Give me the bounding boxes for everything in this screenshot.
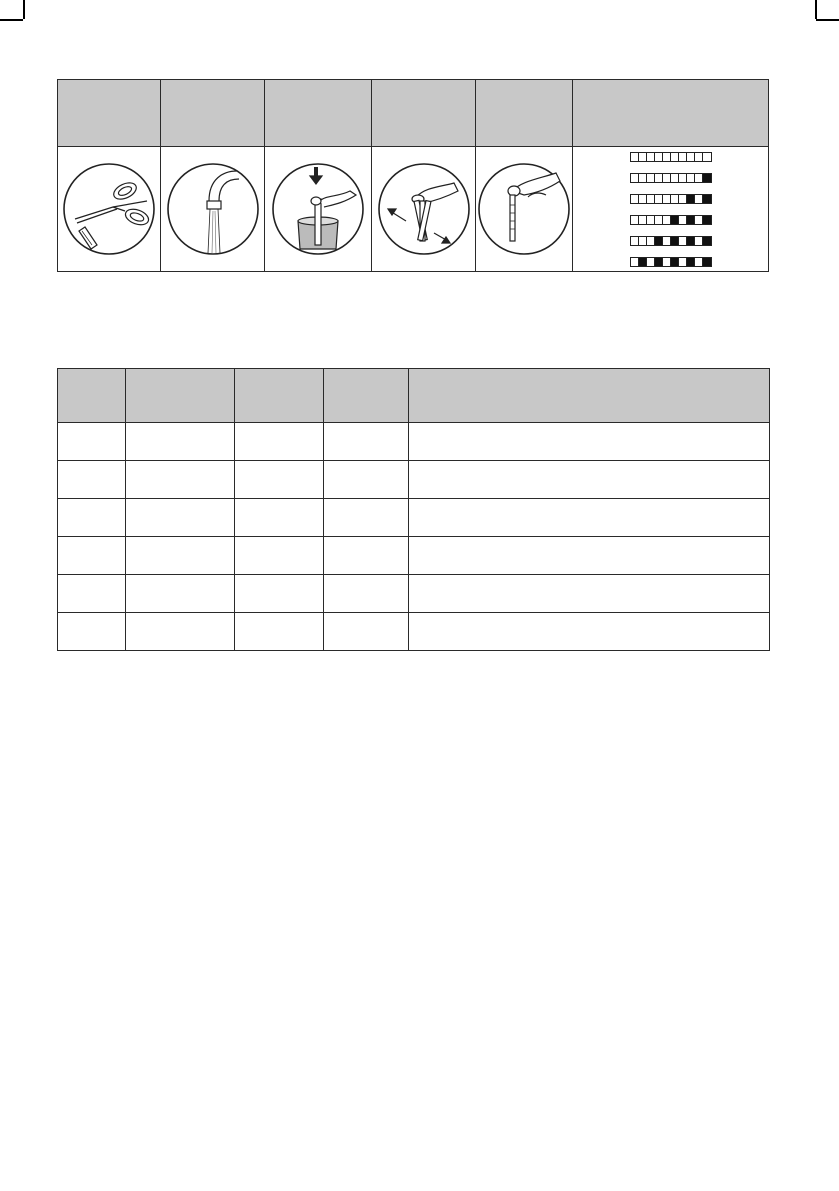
table-cell [58,537,126,575]
strip-pad-light [671,195,679,203]
strip-pad-light [695,258,703,266]
scissors-cutting-strip-icon [61,161,157,257]
strip-pad-light [695,237,703,245]
strip-pad-dark [655,237,663,245]
strip-pad-light [679,216,687,224]
strip-pad-light [663,174,671,182]
strip-pad-light [639,174,647,182]
strip-pad-dark [703,237,711,245]
table-row [58,499,770,537]
strip-pad-light [663,258,671,266]
step-header-compare [573,80,769,147]
table-cell [409,423,770,461]
table-cell [58,613,126,651]
color-scale-strip [630,257,712,267]
strip-pad-light [663,237,671,245]
strip-pad-light [671,174,679,182]
table-cell [324,499,409,537]
strip-pad-light [679,174,687,182]
table-cell [58,499,126,537]
color-scale-strip [630,215,712,225]
running-tap-icon [165,161,261,257]
step-header-wait [476,80,573,147]
table-cell [409,461,770,499]
color-scale-strip [630,194,712,204]
strip-pad-dark [655,258,663,266]
strip-pad-light [647,237,655,245]
table-cell [409,613,770,651]
strip-pad-light [671,153,679,161]
strip-pad-light [631,195,639,203]
table-cell [324,537,409,575]
steps-illustration-row [58,147,769,272]
table-cell [58,575,126,613]
strip-pad-dark [687,237,695,245]
strip-pad-light [679,258,687,266]
step-header-cut [58,80,161,147]
table-row [58,575,770,613]
strip-pad-dark [687,216,695,224]
table-cell [409,499,770,537]
strip-pad-light [695,174,703,182]
table-cell [126,537,235,575]
table-cell [235,423,324,461]
strip-pad-light [655,153,663,161]
table-row [58,461,770,499]
crop-mark-top-left-horizontal [0,19,23,21]
strip-pad-light [663,153,671,161]
step-cell-cut [58,147,161,272]
table-cell [324,613,409,651]
strip-pad-light [655,216,663,224]
strip-pad-light [687,174,695,182]
strip-pad-dark [639,258,647,266]
test-steps-table [57,79,769,272]
step-header-dip [265,80,372,147]
table-cell [126,499,235,537]
table-row [58,613,770,651]
strip-pad-light [631,258,639,266]
step-cell-rinse [161,147,265,272]
results-header-row [58,369,770,423]
strip-pad-dark [671,258,679,266]
strip-pad-light [639,195,647,203]
strip-pad-light [647,258,655,266]
table-cell [235,575,324,613]
table-cell [58,461,126,499]
color-scale-strip [630,236,712,246]
color-scale-strip [630,173,712,183]
crop-mark-top-right-horizontal [816,19,839,21]
table-cell [235,461,324,499]
strip-pad-light [655,174,663,182]
strip-pad-light [695,216,703,224]
strip-pad-light [639,153,647,161]
results-header-cell [409,369,770,423]
strip-pad-light [647,153,655,161]
strip-pad-dark [703,195,711,203]
crop-mark-top-right-vertical [815,0,817,19]
table-cell [235,537,324,575]
results-header-cell [58,369,126,423]
strip-pad-light [647,195,655,203]
strip-pad-light [647,174,655,182]
step-cell-wait [476,147,573,272]
table-row [58,537,770,575]
holding-strip-icon [476,161,572,257]
strip-pad-light [695,153,703,161]
table-cell [235,499,324,537]
step-header-rinse [161,80,265,147]
table-cell [324,423,409,461]
results-table [57,368,770,651]
table-cell [324,575,409,613]
strip-pad-dark [671,216,679,224]
strip-pad-dark [703,174,711,182]
strip-pad-light [639,216,647,224]
strip-pad-light [703,153,711,161]
strip-dipped-in-glass-icon [270,161,366,257]
color-scale-strip [630,152,712,162]
strip-pad-light [647,216,655,224]
table-cell [126,613,235,651]
strip-pad-light [631,153,639,161]
results-header-cell [324,369,409,423]
results-header-cell [126,369,235,423]
step-header-shake [372,80,476,147]
table-cell [324,461,409,499]
strip-pad-dark [671,237,679,245]
strip-pad-light [679,153,687,161]
table-cell [126,423,235,461]
strip-pad-dark [703,258,711,266]
strip-pad-light [631,216,639,224]
table-cell [58,423,126,461]
steps-header-row [58,80,769,147]
strip-pad-light [639,237,647,245]
shaking-off-strip-icon [376,161,472,257]
strip-pad-light [679,237,687,245]
table-cell [235,613,324,651]
strip-pad-light [663,195,671,203]
table-cell [126,575,235,613]
strip-pad-light [631,174,639,182]
crop-mark-top-left-vertical [23,0,25,19]
table-cell [409,537,770,575]
step-cell-shake [372,147,476,272]
strip-pad-dark [703,216,711,224]
step-cell-compare [573,147,769,272]
strip-pad-light [687,153,695,161]
table-cell [126,461,235,499]
table-cell [409,575,770,613]
step-cell-dip [265,147,372,272]
results-header-cell [235,369,324,423]
strip-pad-dark [687,195,695,203]
strip-pad-light [663,216,671,224]
color-scale-chart [573,152,768,267]
table-row [58,423,770,461]
strip-pad-light [695,195,703,203]
strip-pad-light [631,237,639,245]
strip-pad-light [679,195,687,203]
strip-pad-dark [687,258,695,266]
strip-pad-light [655,195,663,203]
